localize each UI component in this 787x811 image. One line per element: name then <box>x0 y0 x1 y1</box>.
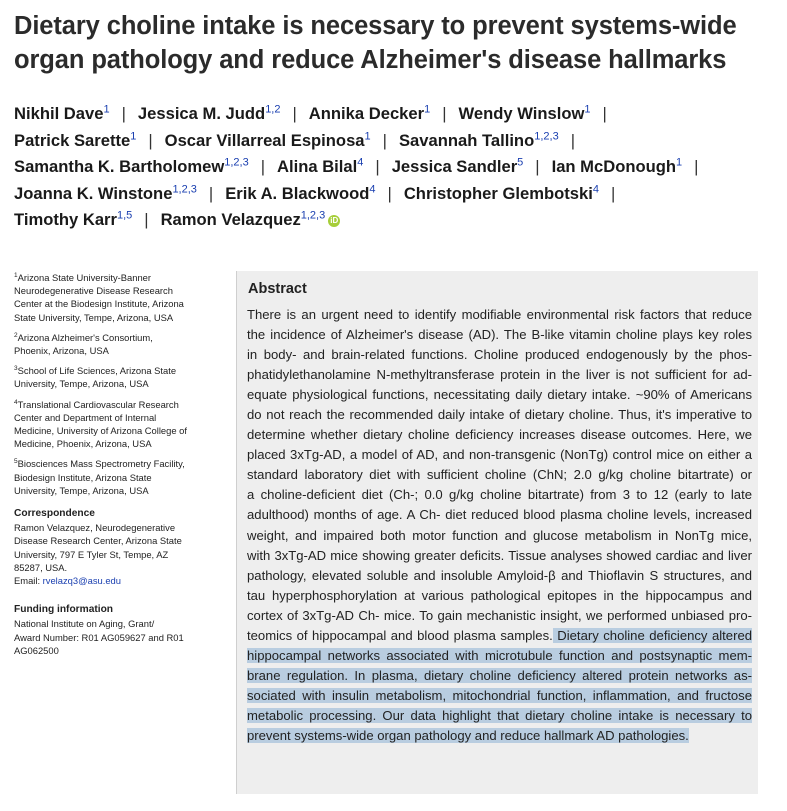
highlighted-selection[interactable]: metabolic processing. Our data highlight that dietary choline intake is necessary to <box>247 707 752 723</box>
affiliation-text: Biodesign Institute, Arizona State <box>14 471 152 483</box>
author-name[interactable]: Jessica M. Judd <box>137 104 266 123</box>
affiliation-list <box>14 271 219 497</box>
author-name[interactable]: Jessica Sandler <box>391 157 518 176</box>
author-name[interactable]: Wendy Winslow <box>458 104 585 123</box>
affiliation-text: Center and Department of Internal <box>14 411 157 423</box>
author-separator: | <box>375 157 380 176</box>
abstract-text-segment: a choline-deficient diet (Ch-; 0.0 g/kg choline bitartrate) from 3 to 12 (early to late <box>247 487 752 503</box>
affiliation-text: University, Tempe, Arizona, USA <box>14 378 149 390</box>
abstract-line <box>247 465 752 485</box>
abstract-line <box>247 405 752 425</box>
author-name[interactable]: Patrick Sarette <box>14 130 131 150</box>
funding-text: National Institute on Aging, Grant/ Award Number: R01 AG059627 and R01 AG062500 <box>14 618 184 656</box>
abstract-line <box>247 566 752 586</box>
abstract-text-segment: in body- and brain-related functions. Choline produced endogenously by the phos- <box>247 347 752 363</box>
orcid-icon[interactable]: iD <box>330 215 339 225</box>
abstract-text-segment: standard laboratory diet with sufficient choline (ChN; 2.0 g/kg choline bitartrate) or <box>247 467 752 483</box>
abstract-line <box>247 385 752 405</box>
author-name[interactable]: Oscar Villarreal Espinosa <box>164 130 365 150</box>
author-affiliation-ref[interactable]: 1 <box>424 103 431 116</box>
affiliation-item <box>14 457 219 497</box>
abstract-line <box>247 726 752 746</box>
author-name[interactable]: Timothy Karr <box>14 210 117 229</box>
author-line-1 <box>14 101 784 128</box>
author-separator: | <box>121 104 126 123</box>
author-line-2 <box>14 128 784 155</box>
author-separator: | <box>535 157 540 176</box>
author-affiliation-ref[interactable]: 1,2,3 <box>172 182 197 195</box>
author-name[interactable]: Erik A. Blackwood <box>225 183 370 203</box>
abstract-text-segment: weight, and impaired both motor function and glucose metabolism in NonTg mice, <box>247 527 752 543</box>
author-name[interactable]: Annika Decker <box>308 104 425 123</box>
author-affiliation-ref[interactable]: 1 <box>676 156 683 169</box>
highlighted-selection[interactable]: sociated with insulin metabolism, mitochondrial function, inflammation, and fructose <box>247 687 752 703</box>
abstract-text <box>247 305 752 746</box>
affiliation-number: 5 <box>14 458 18 466</box>
author-separator: | <box>144 210 149 229</box>
abstract-line <box>247 425 752 445</box>
author-separator: | <box>610 183 616 203</box>
email-label: Email: <box>14 575 43 587</box>
abstract-text-segment: phatidylethanolamine N-methyltransferase protein in the liver is not sufficient for ad- <box>247 367 752 383</box>
author-affiliation-ref[interactable]: 1,2,3 <box>300 209 326 222</box>
author-name[interactable]: Samantha K. Bartholomew <box>14 157 225 176</box>
abstract-line <box>247 606 752 626</box>
highlighted-selection[interactable]: Dietary choline deficiency altered <box>552 627 753 643</box>
author-name[interactable]: Ian McDonough <box>551 157 677 176</box>
abstract-panel <box>236 271 758 794</box>
abstract-line <box>247 686 752 706</box>
author-line-5 <box>14 207 784 234</box>
abstract-text-segment: determine whether dietary choline deficiency increases disease outcomes. Here, we <box>247 427 752 443</box>
article-title: Dietary choline intake is necessary to prevent systems-wide organ pathology and reduce Alzheimer's disease hallmarks <box>14 12 737 74</box>
abstract-text-segment: teomics of hippocampal and blood plasma samples. <box>247 627 553 643</box>
author-name[interactable]: Joanna K. Winstone <box>14 183 173 203</box>
author-affiliation-ref[interactable]: 1,2,3 <box>534 129 559 142</box>
abstract-line <box>247 646 752 666</box>
abstract-text-segment: cortex of 3xTg-AD Ch- mice. To gain mechanistic insight, we performed unbiased pro- <box>247 607 752 623</box>
abstract-line <box>247 365 752 385</box>
abstract-text-segment: pathology, elevated soluble and insoluble Amyloid-β and Thioflavin S structures, and <box>247 567 752 583</box>
abstract-text-segment: equate physiological functions, necessitating daily dietary intake. ~90% of Americans <box>247 387 752 403</box>
author-line-3 <box>14 154 784 181</box>
affiliation-text: State University, Tempe, Arizona, USA <box>14 311 174 323</box>
abstract-heading: Abstract <box>248 281 307 297</box>
author-separator: | <box>387 183 392 203</box>
affiliation-text: Arizona State University-Banner <box>17 272 152 283</box>
affiliation-text: Medicine, Phoenix, Arizona, USA <box>14 438 152 450</box>
abstract-line <box>247 485 752 505</box>
abstract-line <box>247 325 752 345</box>
author-separator: | <box>260 157 266 176</box>
author-name[interactable]: Savannah Tallino <box>398 130 535 150</box>
author-affiliation-ref[interactable]: 1,2,3 <box>224 156 249 169</box>
author-affiliation-ref[interactable]: 4 <box>592 182 599 195</box>
email-link[interactable]: rvelazq3@asu.edu <box>42 575 121 587</box>
abstract-text-segment: the incidence of Alzheimer's disease (AD). The B-like vitamin choline plays key roles <box>247 327 752 343</box>
affiliation-item <box>14 271 219 324</box>
affiliation-text: Arizona Alzheimer's Consortium, <box>17 331 153 343</box>
author-separator: | <box>442 104 447 123</box>
author-name[interactable]: Alina Bilal <box>277 157 358 176</box>
abstract-line <box>247 666 752 686</box>
highlighted-selection[interactable]: brane regulation. In plasma, dietary choline deficiency altered protein networks as- <box>247 667 752 683</box>
affiliation-number: 4 <box>14 398 18 406</box>
abstract-line <box>247 445 752 465</box>
affiliation-item <box>14 331 219 357</box>
author-separator: | <box>570 130 575 150</box>
affiliation-text: School of Life Sciences, Arizona State <box>17 365 177 377</box>
abstract-text-segment: There is an urgent need to identify modifiable environmental risk factors that reduce <box>247 307 752 322</box>
author-line-4 <box>14 181 784 208</box>
author-affiliation-ref[interactable]: 4 <box>369 182 376 195</box>
author-separator: | <box>208 183 214 203</box>
affiliation-text: Neurodegenerative Disease Research <box>14 285 173 297</box>
abstract-line <box>247 526 752 546</box>
abstract-text-segment: adulthood) months of age. A Ch- diet reduced blood plasma choline levels, increased <box>247 507 752 523</box>
author-affiliation-ref[interactable]: 4 <box>357 156 364 169</box>
abstract-text-segment: tau hyperphosphorylation at various pathological epitopes in the hippocampus and <box>247 587 752 603</box>
abstract-line <box>247 586 752 606</box>
author-affiliation-ref[interactable]: 1 <box>130 129 137 142</box>
abstract-text-segment: placed 3xTg-AD, a model of AD, and non-transgenic (NonTg) control mice on either a <box>247 447 752 463</box>
author-name[interactable]: Nikhil Dave <box>14 104 104 123</box>
author-separator: | <box>148 130 153 150</box>
funding-heading: Funding information <box>14 604 114 616</box>
abstract-line <box>247 345 752 365</box>
article-sidebar <box>14 271 219 657</box>
abstract-line <box>247 706 752 726</box>
author-affiliation-ref[interactable]: 1 <box>364 129 371 142</box>
abstract-line <box>247 546 752 566</box>
highlighted-selection[interactable]: prevent systems-wide organ pathology and reduce hallmark AD pathologies. <box>247 727 689 743</box>
author-affiliation-ref[interactable]: 5 <box>517 156 524 169</box>
author-separator: | <box>292 104 297 123</box>
affiliation-text: University, Tempe, Arizona, USA <box>14 484 149 496</box>
author-list <box>14 101 784 234</box>
correspondence-text: Ramon Velazquez, Neurodegenerative Disease Research Center, Arizona State University, 797 E Tyler St, Tempe, AZ 85287, USA. Email: rvelazq3@asu.edu <box>14 522 182 587</box>
affiliation-text: Medicine, University of Arizona College of <box>14 425 187 437</box>
affiliation-number: 2 <box>14 331 18 339</box>
affiliation-number: 1 <box>14 271 18 279</box>
abstract-text-segment: do not reach the recommended daily intake of dietary choline. Thus, it's imperative to <box>247 407 752 423</box>
affiliation-text: Biosciences Mass Spectrometry Facility, <box>17 458 185 470</box>
author-separator: | <box>382 130 387 150</box>
author-separator: | <box>694 157 699 176</box>
affiliation-text: Phoenix, Arizona, USA <box>14 345 109 357</box>
abstract-line <box>247 626 752 646</box>
author-name[interactable]: Ramon Velazquez <box>160 210 301 229</box>
author-affiliation-ref[interactable]: 1,5 <box>116 209 133 222</box>
affiliation-item <box>14 398 219 451</box>
affiliation-text: Translational Cardiovascular Research <box>17 398 179 410</box>
affiliation-number: 3 <box>14 365 18 373</box>
author-affiliation-ref[interactable]: 1,2 <box>265 103 281 116</box>
author-affiliation-ref[interactable]: 1 <box>584 103 591 116</box>
abstract-line <box>247 505 752 525</box>
author-name[interactable]: Christopher Glembotski <box>403 183 593 203</box>
affiliation-text: Center at the Biodesign Institute, Arizona <box>14 298 184 310</box>
correspondence-heading: Correspondence <box>14 508 95 520</box>
author-affiliation-ref[interactable]: 1 <box>103 103 110 116</box>
highlighted-selection[interactable]: hippocampal networks associated with microtubule function and postsynaptic mem- <box>247 647 752 663</box>
author-separator: | <box>602 104 607 123</box>
abstract-line <box>247 305 752 325</box>
affiliation-item <box>14 364 219 390</box>
abstract-text-segment: with 3xTg-AD mice showing greater deficits. Tissue analyses showed cardiac and liver <box>247 547 752 563</box>
